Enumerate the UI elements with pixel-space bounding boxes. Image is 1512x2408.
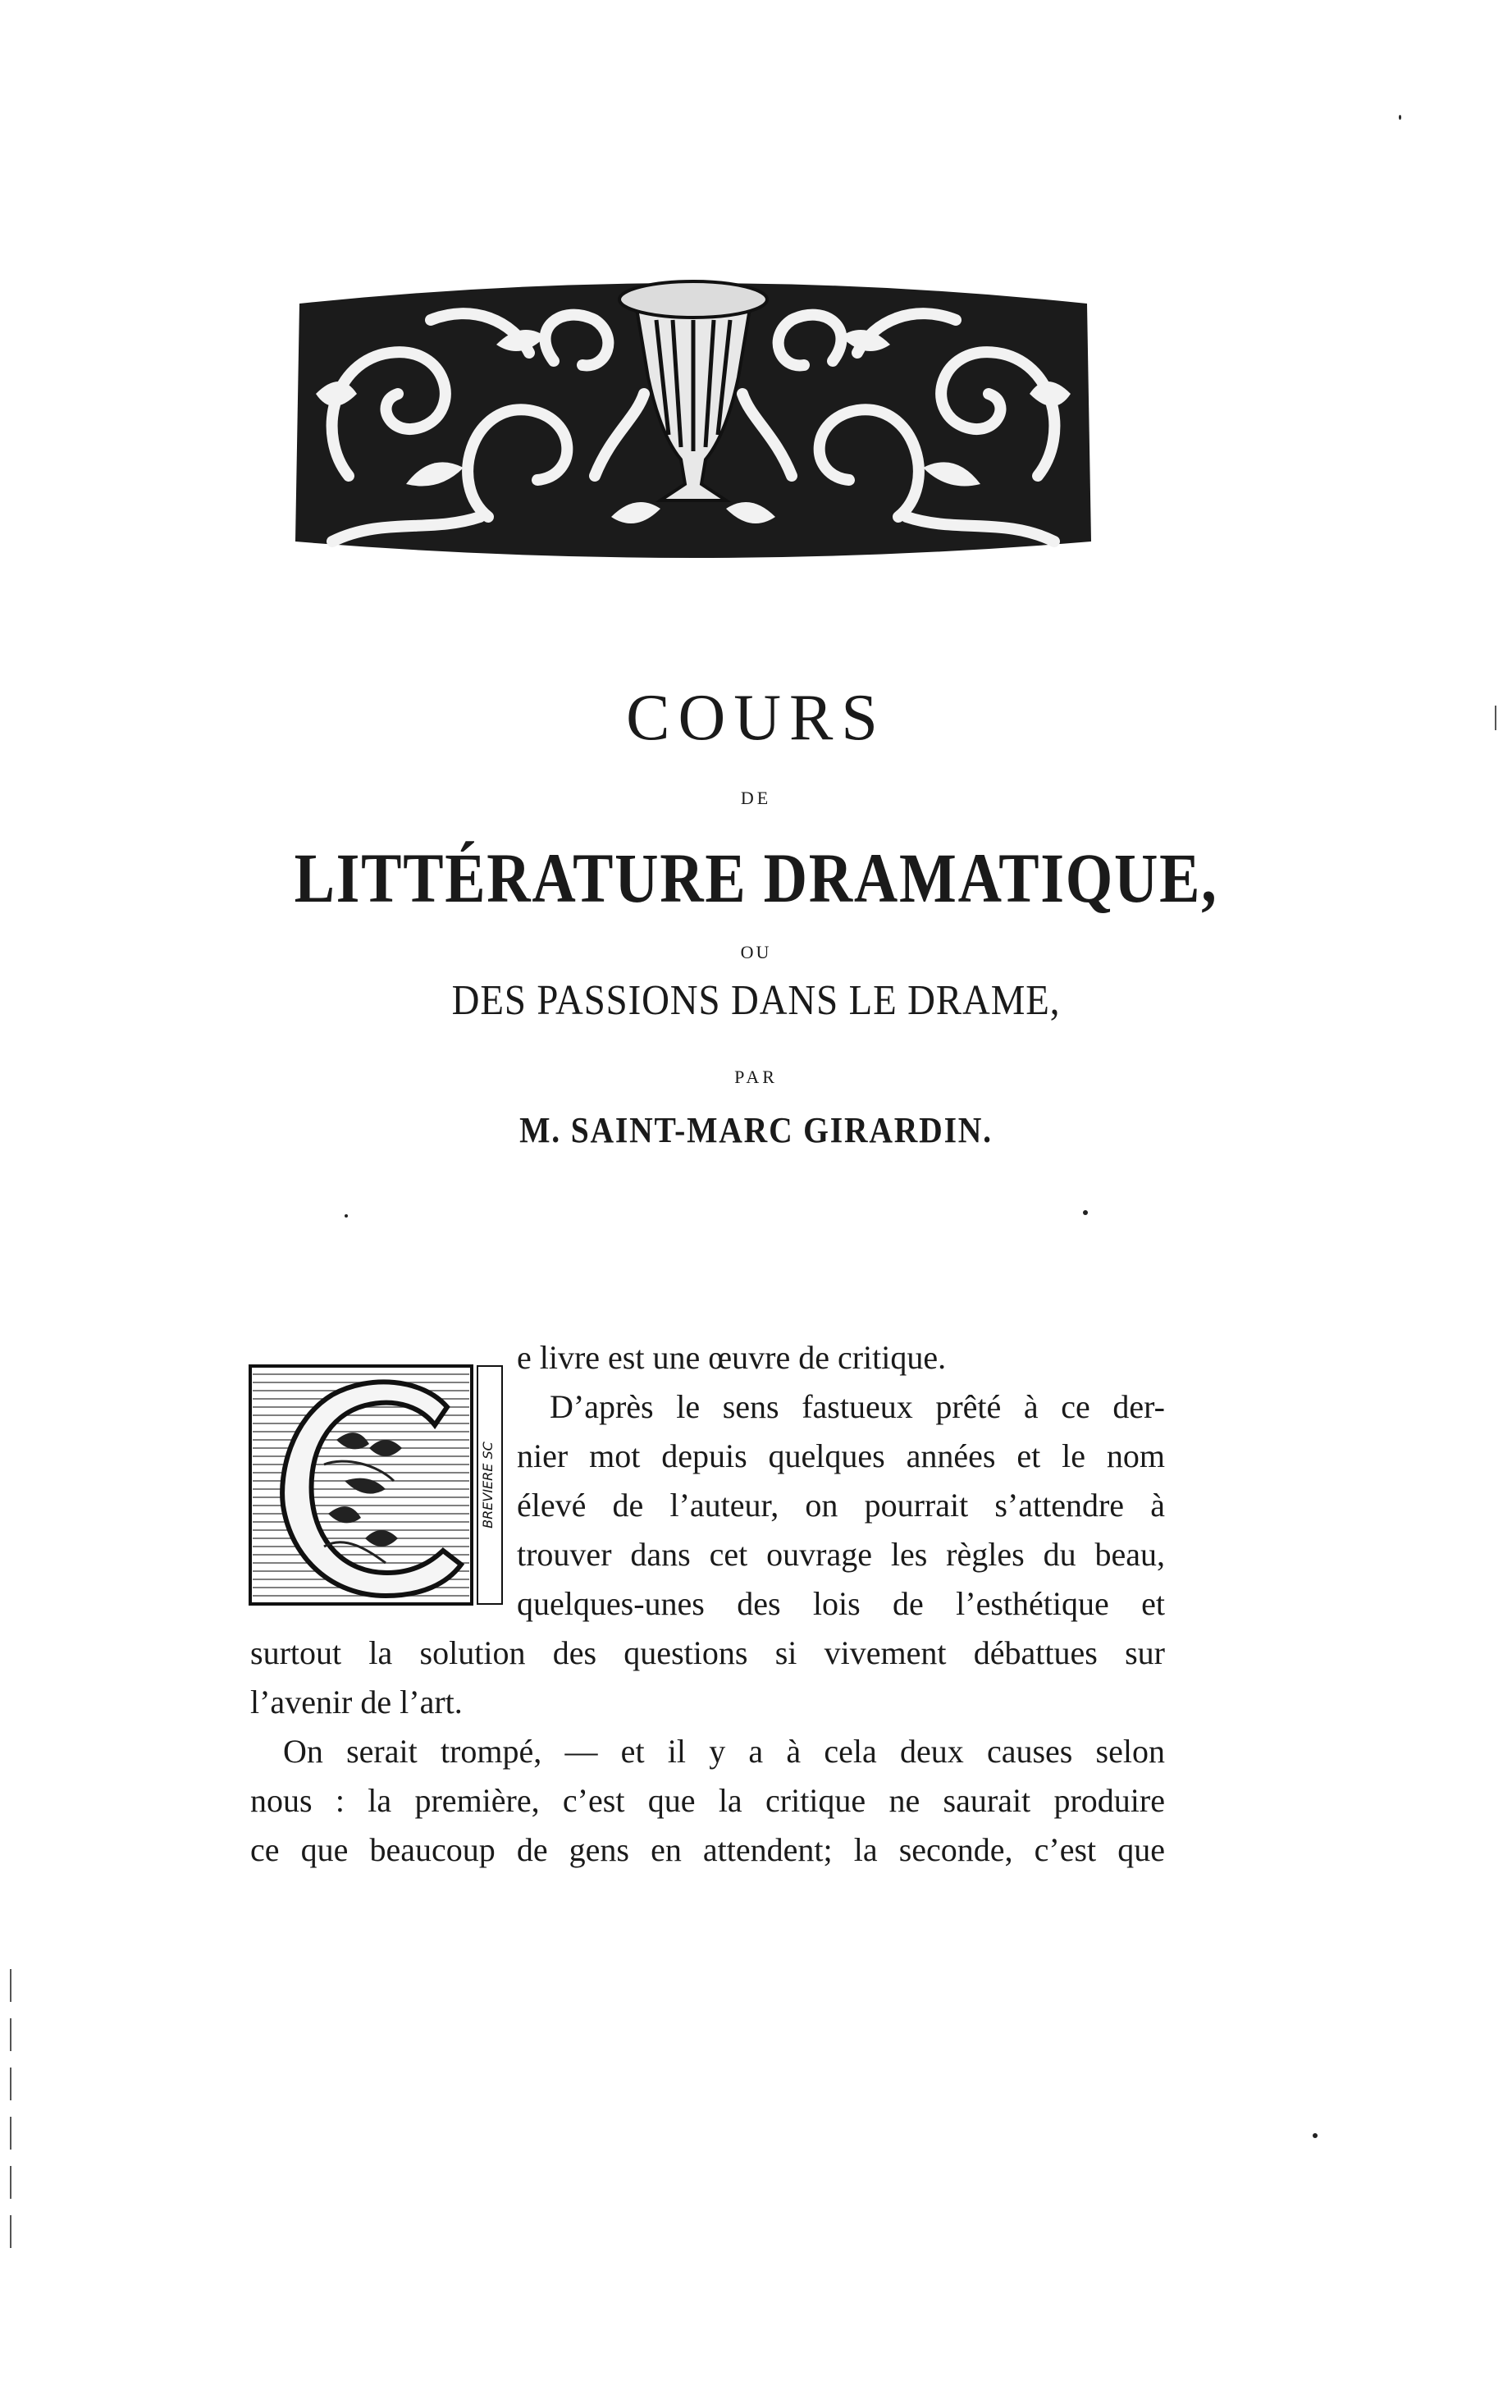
subtitle: DES PASSIONS DANS LE DRAME,	[451, 977, 1061, 1024]
scan-speck	[345, 1214, 348, 1218]
scan-speck	[1399, 115, 1401, 120]
main-title: LITTÉRATURE DRAMATIQUE,	[294, 838, 1218, 917]
title-connector-ou: OU	[740, 942, 772, 962]
text-line: On serait trompé, — et il y a à cela deux causes selon	[283, 1733, 1165, 1770]
margin-mark	[10, 1969, 11, 2002]
title-connector-par: PAR	[734, 1067, 778, 1087]
margin-mark	[10, 2117, 11, 2150]
text-line: surtout la solution des questions si vivement débattues sur	[250, 1634, 1165, 1671]
title-connector-de: DE	[740, 788, 772, 808]
text-line: D’après le sens fastueux prêté à ce der-	[550, 1388, 1165, 1425]
scan-speck	[1313, 2133, 1318, 2138]
margin-mark	[10, 2215, 11, 2248]
text-line: ce que beaucoup de gens en attendent; la seconde, c’est que	[250, 1831, 1165, 1868]
text-line: nous : la première, c’est que la critique ne saurait produire	[250, 1782, 1165, 1819]
scan-speck	[1083, 1210, 1088, 1215]
text-line: élevé de l’auteur, on pourrait s’attendre à	[517, 1487, 1165, 1524]
opening-paragraph	[517, 1333, 1165, 1629]
margin-mark	[10, 2166, 11, 2199]
dropcap-c-icon	[246, 1350, 509, 1620]
foliage-vase-ornament-icon	[283, 271, 1103, 566]
margin-mark	[10, 2018, 11, 2051]
margin-mark	[1495, 706, 1496, 730]
title-cours: COURS	[626, 682, 886, 754]
margin-mark	[10, 2068, 11, 2100]
engraver-signature: BREVIERE SC	[480, 1442, 496, 1528]
text-line: quelques-unes des lois de l’esthétique et	[517, 1585, 1165, 1622]
text-line: trouver dans cet ouvrage les règles du beau,	[517, 1536, 1165, 1573]
text-line: l’avenir de l’art.	[250, 1684, 463, 1720]
text-line: e livre est une œuvre de critique.	[517, 1339, 947, 1376]
text-line: nier mot depuis quelques années et le nom	[517, 1437, 1165, 1474]
author-name: M. SAINT-MARC GIRARDIN.	[519, 1110, 993, 1150]
body-text	[250, 1629, 1165, 1875]
